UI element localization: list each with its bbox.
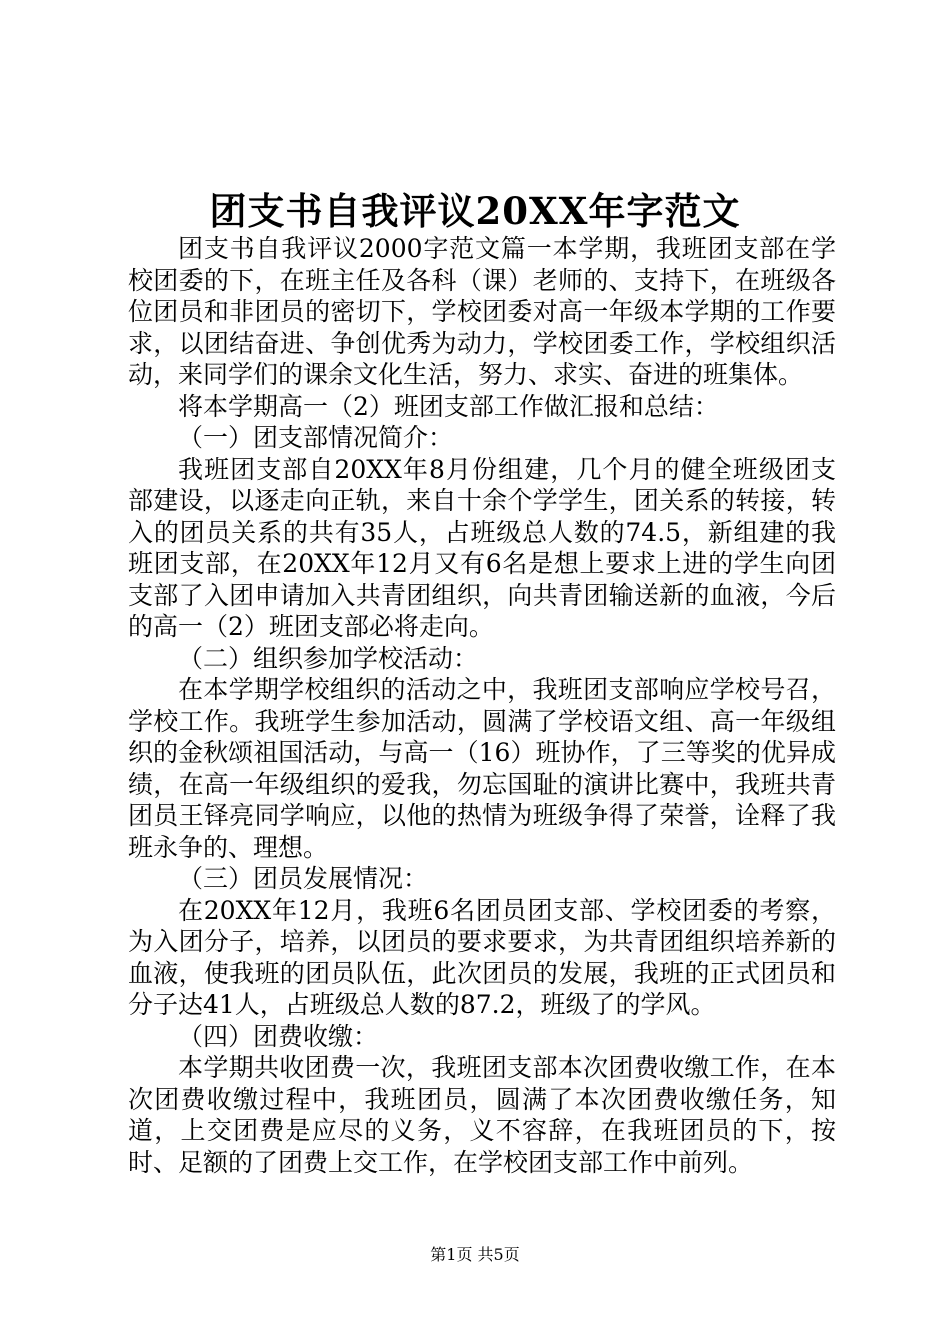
section-heading: （三）团员发展情况： (178, 864, 429, 893)
section-heading: （一）团支部情况简介： (178, 423, 454, 452)
page-number-footer: 第1页 共5页 (430, 1245, 520, 1264)
document-title: 团支书自我评议20XX年字范文 (209, 189, 741, 233)
paragraph: 在本学期学校组织的活动之中，我班团支部响应学校号召，学校工作。我班学生参加活动，圆满了学校语文组、高一年级组织的金秋颂祖国活动，与高一（16）班协作，了三等奖的优异成绩，在高一年级组织的爱我，勿忘国耻的演讲比赛中，我班共青团员王铎亮同学响应，以他的热情为班级争得了荣誉，诠释了我班永争的、理想。 (128, 675, 836, 862)
section-heading: （四）团费收缴： (178, 1021, 379, 1051)
section-heading: （二）组织参加学校活动： (178, 643, 479, 673)
paragraph: 在20XX年12月，我班6名团员团支部、学校团委的考察，为入团分子，培养，以团员的要求要求，为共青团组织培养新的血液，使我班的团员队伍，此次团员的发展，我班的正式团员和分子达41人，占班级总人数的87.2，班级了的学风。 (128, 895, 836, 1019)
document-body (128, 233, 836, 1178)
paragraph: 本学期共收团费一次，我班团支部本次团费收缴工作，在本次团费收缴过程中，我班团员，圆满了本次团费收缴任务，知道，上交团费是应尽的义务，义不容辞，在我班团员的下，按时、足额的了团费上交工作，在学校团支部工作中前列。 (128, 1053, 836, 1177)
paragraph: 我班团支部自20XX年8月份组建，几个月的健全班级团支部建设，以逐走向正轨，来自十余个学学生，团关系的转接，转入的团员关系的共有35人，占班级总人数的74.5，新组建的我班团支部，在20XX年12月又有6名是想上要求上进的学生向团支部了入团申请加入共青团组织，向共青团输送新的血液，今后的高一（2）班团支部必将走向。 (128, 454, 836, 641)
paragraph: 团支书自我评议2000字范文篇一本学期，我班团支部在学校团委的下，在班主任及各科（课）老师的、支持下，在班级各位团员和非团员的密切下，学校团委对高一年级本学期的工作要求，以团结奋进、争创优秀为动力，学校团委工作，学校组织活动，来同学们的课余文化生活，努力、求实、奋进的班集体。 (128, 234, 836, 389)
paragraph: 将本学期高一（2）班团支部工作做汇报和总结： (178, 391, 719, 421)
